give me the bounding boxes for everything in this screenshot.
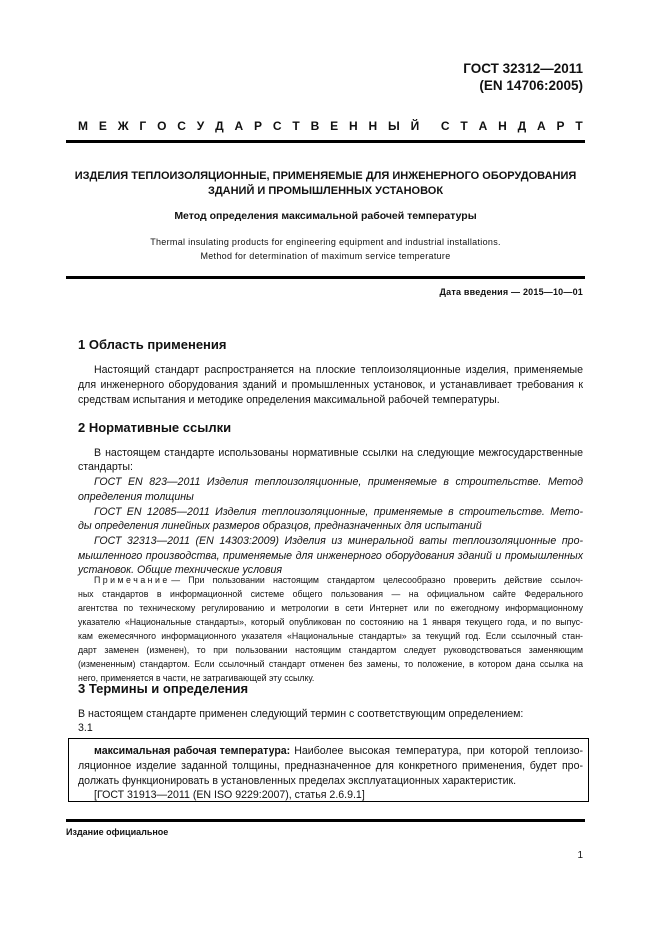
subtitle: Метод определения максимальной рабочей температуры (174, 210, 477, 222)
paragraph-line: средствам испытания и методике определения максимальной рабочей температуры. (78, 394, 500, 406)
official-edition-label: Издание официальное (66, 827, 169, 837)
reference-line: установок. Общие технические условия (78, 564, 283, 576)
definition-line: ляционное изделие заданной толщины, предназначенное для конкретного применения, будет про- (78, 760, 583, 772)
banner-letter: А (478, 119, 488, 133)
note-first-line (94, 575, 583, 585)
note-line: дарт заменен (изменен), то при пользовании настоящим стандартом следует руководствоваться заменяющим (78, 645, 583, 655)
banner-letter: Г (139, 119, 147, 133)
note-line: агентства по техническому регулированию и метрологии в сети Интернет или по ежегодному информационному (78, 603, 583, 613)
banner-letter: С (177, 119, 186, 133)
banner-letter: Н (348, 119, 358, 133)
reference-line: мышленного производства, применяемые для инженерного оборудования зданий и промышленных (78, 550, 583, 562)
reference-line: ГОСТ 32313—2011 (EN 14303:2009) Изделия из минеральной ваты теплоизоляционные про- (94, 535, 583, 547)
reference-line: ГОСТ EN 12085—2011 Изделия теплоизоляционные, применяемые в строительстве. Мето- (94, 506, 583, 518)
definition-line: Наиболее высокая температура, при которой теплоизо- (294, 745, 583, 757)
divider (66, 276, 585, 279)
paragraph-line: В настоящем стандарте применен следующий термин с соответствующим определением: (78, 708, 524, 720)
section-3-heading: 3 Термины и определения (78, 681, 249, 696)
banner-letter: Т (575, 119, 583, 133)
title-line: ИЗДЕЛИЯ ТЕПЛОИЗОЛЯЦИОННЫЕ, ПРИМЕНЯЕМЫЕ ДЛЯ ИНЖЕНЕРНОГО ОБОРУДОВАНИЯ (74, 170, 577, 182)
banner-letter: Т (460, 119, 468, 133)
banner-letter: В (310, 119, 320, 133)
banner-letter: А (234, 119, 244, 133)
title-line: ЗДАНИЙ И ПРОМЫШЛЕННЫХ УСТАНОВОК (207, 185, 444, 197)
note-line: — При пользовании настоящим стандартом целесообразно проверить действие ссылоч- (171, 575, 583, 585)
english-title-line: Method for determination of maximum service temperature (200, 251, 451, 261)
banner-letter: У (196, 119, 205, 133)
en-designation: (EN 14706:2005) (479, 78, 583, 93)
interstate-standard-banner (78, 119, 583, 133)
paragraph-line: Настоящий стандарт распространяется на плоские теплоизоляционные изделия, применяемые (94, 364, 583, 376)
reference-line: ды определения линейных размеров образцов, предназначенных для испытаний (78, 520, 482, 532)
note-line: указателю «Национальные стандарты», который опубликован по состоянию на 1 января текущего года, и по выпус- (78, 617, 583, 627)
term-number: 3.1 (78, 722, 93, 734)
banner-letter: Т (292, 119, 300, 133)
reference-line: определения толщины (78, 491, 194, 503)
term: максимальная рабочая температура: (94, 745, 291, 757)
banner-letter: А (537, 119, 546, 133)
paragraph-line: для инженерного оборудования зданий и промышленных установок, и устанавливает требования к (78, 379, 583, 391)
banner-letter: Н (498, 119, 507, 133)
banner-letter: Ы (387, 119, 400, 133)
english-title-line: Thermal insulating products for engineering equipment and industrial installations. (150, 237, 501, 247)
divider (66, 140, 585, 143)
banner-letter: Е (330, 119, 339, 133)
banner-letter: Д (517, 119, 527, 133)
section-2-heading: 2 Нормативные ссылки (78, 420, 232, 435)
note-line: кам ежемесячного информационного указателя «Национальные стандарты» за текущий год. Если ссылочный стан- (78, 631, 583, 641)
banner-letter: С (440, 119, 450, 133)
banner-letter: Н (368, 119, 378, 133)
note-label: П р и м е ч а н и е (94, 575, 168, 585)
banner-letter: Ж (117, 119, 129, 133)
banner-letter: С (272, 119, 282, 133)
introduction-date: Дата введения — 2015—10—01 (439, 287, 583, 297)
banner-letter: Р (254, 119, 263, 133)
banner-letter: Й (410, 119, 420, 133)
note-line: ных стандартов в информационной системе общего пользования — на официальном сайте Федерального (78, 589, 583, 599)
definition-line: должать функционировать в установленных пределах эксплуатационных характеристик. (78, 775, 517, 787)
paragraph-line: В настоящем стандарте использованы нормативные ссылки на следующие межгосударственные (94, 447, 583, 459)
note-line: него, применяется в части, не затрагивающей эту ссылку. (78, 673, 315, 683)
page-number: 1 (577, 850, 583, 861)
definition-first-line (94, 745, 583, 757)
section-1-heading: 1 Область применения (78, 337, 227, 352)
note-line: (измененным) стандартом. Если ссылочный стандарт отменен без замены, то положение, в котором дана ссылка на (78, 659, 583, 669)
banner-letter: О (157, 119, 167, 133)
banner-letter: Е (98, 119, 107, 133)
banner-letter: Р (556, 119, 565, 133)
banner-letter: М (78, 119, 88, 133)
paragraph-line: стандарты: (78, 461, 133, 473)
banner-letter: Д (215, 119, 224, 133)
divider (66, 819, 585, 822)
definition-source: [ГОСТ 31913—2011 (EN ISO 9229:2007), статья 2.6.9.1] (94, 789, 365, 801)
standard-designation: ГОСТ 32312—2011 (463, 61, 583, 76)
reference-line: ГОСТ EN 823—2011 Изделия теплоизоляционные, применяемые в строительстве. Метод (94, 476, 583, 488)
